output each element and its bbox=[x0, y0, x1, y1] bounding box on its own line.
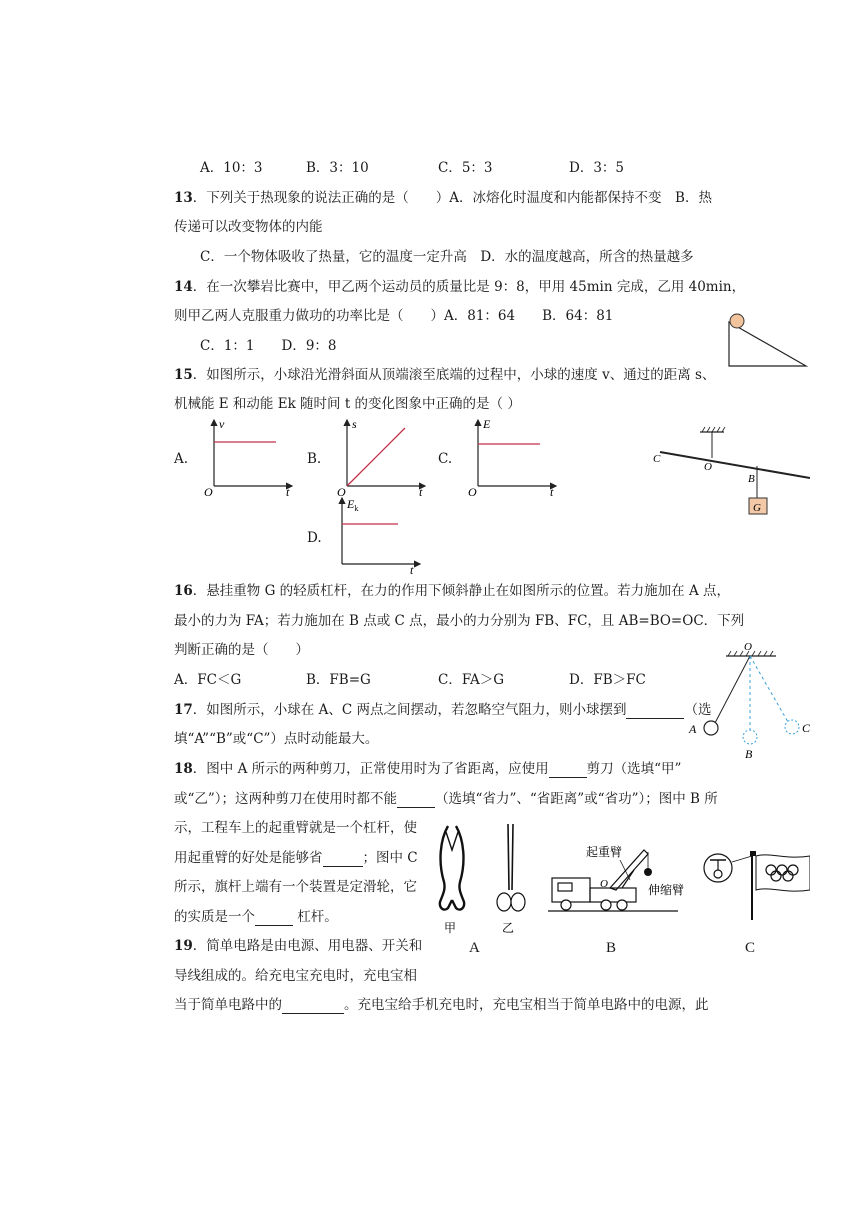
incline-figure bbox=[722, 310, 810, 370]
q19-number: 19 bbox=[174, 938, 193, 954]
q15-line1: 15．如图所示，小球沿光滑斜面从顶端滚至底端的过程中，小球的速度 v、通过的距离 s、 bbox=[174, 367, 716, 383]
label-jia: 甲 bbox=[444, 921, 457, 935]
lever-bar bbox=[660, 452, 810, 478]
q15-option-c-label: C. bbox=[438, 451, 453, 467]
flagpole-figure bbox=[700, 846, 810, 926]
label-b: B bbox=[748, 473, 755, 485]
ceiling-hatch bbox=[702, 427, 725, 432]
q16-line2: 最小的力为 FA；若力施加在 B 点或 C 点，最小的力分别为 FB、FC，且 AB=BO=OC．下列 bbox=[174, 613, 745, 629]
q15-option-a-label: A. bbox=[174, 451, 189, 467]
q18-blank-4[interactable] bbox=[255, 911, 293, 926]
axis-label-v: v bbox=[219, 417, 225, 431]
q18-line1: 18．图中 A 所示的两种剪刀，正常使用时为了省距离，应使用 剪刀（选填“甲” bbox=[174, 761, 682, 777]
graph-s-t bbox=[333, 416, 433, 500]
label-c: C bbox=[653, 453, 661, 465]
origin-label: O bbox=[468, 485, 477, 499]
q18-line2: 或“乙”）；这两种剪刀在使用时都不能 （选填“省力”、“省距离”或“省功”）；图中 B 所 bbox=[174, 791, 718, 807]
label-o: O bbox=[704, 461, 712, 473]
q16-option-d: D．FB＞FC bbox=[569, 672, 646, 688]
q12-option-b: B．3：10 bbox=[306, 160, 369, 176]
q14-line1: 14．在一次攀岩比赛中，甲乙两个运动员的质量比是 9：8，甲用 45min 完成，乙用 40min， bbox=[174, 279, 746, 295]
q18-line3: 示，工程车上的起重臂就是一个杠杆，使 bbox=[174, 820, 417, 836]
olympic-rings-icon bbox=[766, 865, 798, 881]
q12-option-a: A．10：3 bbox=[200, 160, 263, 176]
label-telescopic-arm: 伸缩臂 bbox=[648, 883, 685, 897]
q12-option-c: C．5：3 bbox=[438, 160, 493, 176]
q19-line3: 当于简单电路中的 。充电宝给手机充电时，充电宝相当于简单电路中的电源，此 bbox=[174, 997, 709, 1013]
q15-option-b-label: B. bbox=[307, 451, 322, 467]
pendulum-string-c bbox=[750, 656, 788, 722]
q16-line1: 16．悬挂重物 G 的轻质杠杆，在力的作用下倾斜静止在如图所示的位置。若力施加在 A 点， bbox=[174, 583, 730, 599]
label-yi: 乙 bbox=[502, 921, 515, 935]
scissors-yi-icon bbox=[497, 824, 525, 911]
q13-line2: 传递可以改变物体的内能 bbox=[174, 219, 323, 235]
caption-c: C bbox=[745, 940, 756, 956]
hook-weight-icon bbox=[644, 868, 652, 876]
q15-option-d-label: D. bbox=[307, 530, 322, 546]
label-g: G bbox=[753, 502, 761, 514]
q16-option-b: B．FB=G bbox=[306, 672, 371, 688]
label-a: A bbox=[689, 722, 697, 736]
pole-top-pulley bbox=[750, 851, 756, 856]
label-crane-arm: 起重臂 bbox=[586, 845, 623, 859]
label-c: C bbox=[802, 721, 810, 735]
graph-ek-t bbox=[328, 494, 428, 578]
incline-triangle bbox=[729, 322, 806, 366]
q17-line2: 填“A”“B”或“C”）点时动能最大。 bbox=[174, 731, 379, 747]
flag-icon bbox=[756, 855, 810, 891]
q16-option-c: C．FA＞G bbox=[438, 672, 505, 688]
ball-a-icon bbox=[704, 721, 718, 735]
q13-line1: 13．下列关于热现象的说法正确的是（ ）A．冰熔化时温度和内能都保持不变 B．热 bbox=[174, 190, 712, 206]
scissors-figure bbox=[430, 820, 542, 940]
q17-number: 17 bbox=[174, 702, 193, 718]
q18-blank-1[interactable] bbox=[549, 763, 587, 778]
axis-label-t: t bbox=[286, 485, 290, 499]
truck-icon bbox=[552, 878, 636, 910]
q12-option-d: D．3：5 bbox=[569, 160, 625, 176]
arm-pointer bbox=[620, 860, 630, 880]
label-o: O bbox=[600, 878, 608, 890]
q14-line3: C．1：1 D．9：8 bbox=[200, 338, 337, 354]
q18-line6: 的实质是一个 杠杆。 bbox=[174, 909, 338, 925]
ball-icon bbox=[730, 314, 744, 328]
ball-b-icon bbox=[743, 730, 757, 744]
axis-label-ek: $E_k$ bbox=[347, 497, 359, 513]
axis-label-s: s bbox=[352, 417, 357, 431]
q18-line4: 用起重臂的好处是能够省 ；图中 C bbox=[174, 850, 418, 866]
q16-number: 16 bbox=[174, 583, 193, 599]
label-o: O bbox=[744, 641, 752, 653]
q13-number: 13 bbox=[174, 190, 193, 206]
q17-answer-blank[interactable] bbox=[626, 704, 684, 719]
q19-line2: 导线组成的。给充电宝充电时，充电宝相 bbox=[174, 968, 417, 984]
q18-number: 18 bbox=[174, 761, 193, 777]
q16-line3: 判断正确的是（ ） bbox=[174, 642, 309, 658]
q15-number: 15 bbox=[174, 367, 193, 383]
q15-line2: 机械能 E 和动能 Ek 随时间 t 的变化图象中正确的是（ ） bbox=[174, 396, 521, 412]
q14-number: 14 bbox=[174, 279, 193, 295]
lever-figure bbox=[648, 424, 810, 520]
caption-a: A bbox=[469, 940, 480, 956]
q19-line1: 19．简单电路是由电源、用电器、开关和 bbox=[174, 938, 423, 954]
axis-label-e: E bbox=[483, 417, 491, 431]
origin-label: O bbox=[204, 485, 213, 499]
axis-label-t: t bbox=[550, 485, 554, 499]
pulley-wheel-icon bbox=[714, 870, 722, 878]
graph-line bbox=[347, 428, 405, 486]
q16-option-a: A．FC＜G bbox=[174, 672, 242, 688]
scissors-jia-icon bbox=[440, 826, 464, 910]
graph-v-t bbox=[200, 416, 300, 500]
crane-truck-figure bbox=[548, 840, 698, 920]
q18-blank-3[interactable] bbox=[323, 852, 363, 867]
axis-label-t: t bbox=[419, 485, 423, 499]
caption-b: B bbox=[606, 940, 617, 956]
graph-e-t bbox=[464, 416, 564, 500]
pendulum-string-a bbox=[715, 656, 750, 723]
q14-line2: 则甲乙两人克服重力做功的功率比是（ ）A．81：64 B．64：81 bbox=[174, 308, 614, 324]
q19-blank-1[interactable] bbox=[282, 999, 344, 1014]
q18-line5: 所示，旗杆上端有一个装置是定滑轮，它 bbox=[174, 879, 417, 895]
q18-blank-2[interactable] bbox=[397, 793, 435, 808]
q13-line3: C．一个物体吸收了热量，它的温度一定升高 D．水的温度越高，所含的热量越多 bbox=[200, 249, 694, 265]
label-b: B bbox=[745, 747, 753, 761]
q17-line1: 17．如图所示，小球在 A、C 两点之间摆动，若忽略空气阻力，则小球摆到 （选 bbox=[174, 702, 712, 718]
ball-c-icon bbox=[785, 720, 799, 734]
axis-label-t: t bbox=[410, 563, 414, 577]
origin-label: O bbox=[337, 485, 346, 499]
